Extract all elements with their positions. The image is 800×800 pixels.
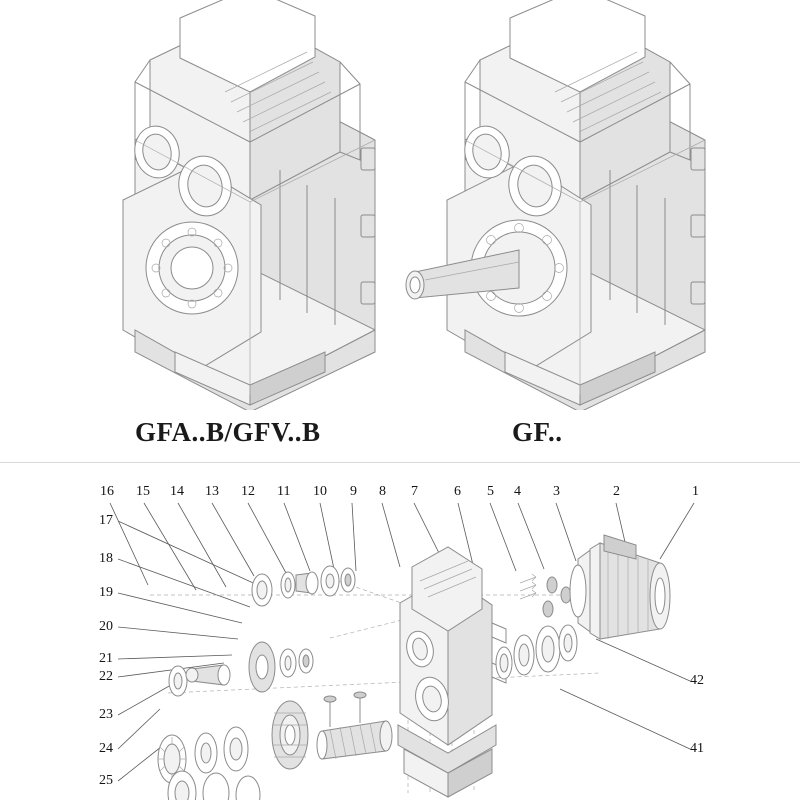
callout-24: 24 [99, 741, 113, 756]
callout-19: 19 [99, 585, 113, 600]
exploded-drawing [0, 463, 800, 800]
callout-22: 22 [99, 669, 113, 684]
callout-2: 2 [613, 484, 620, 499]
label-gearbox-left: GFA..B/GFV..B [135, 417, 321, 447]
label-gearbox-right: GF.. [512, 417, 563, 447]
callout-1: 1 [692, 484, 699, 499]
callout-13: 13 [205, 484, 219, 499]
callout-20: 20 [99, 619, 113, 634]
callout-17: 17 [99, 513, 113, 528]
callout-23: 23 [99, 707, 113, 722]
exploded-parts-diagram [0, 463, 800, 800]
callout-18: 18 [99, 551, 113, 566]
callout-42: 42 [690, 673, 704, 688]
callout-15: 15 [136, 484, 150, 499]
callout-5: 5 [487, 484, 494, 499]
callout-11: 11 [277, 484, 291, 499]
callout-25: 25 [99, 773, 113, 788]
callout-7: 7 [411, 484, 418, 499]
callout-4: 4 [514, 484, 521, 499]
callout-3: 3 [553, 484, 560, 499]
callout-8: 8 [379, 484, 386, 499]
gearbox-right-drawing [395, 0, 795, 410]
callout-9: 9 [350, 484, 357, 499]
callout-14: 14 [170, 484, 184, 499]
callout-10: 10 [313, 484, 327, 499]
callout-12: 12 [241, 484, 255, 499]
callout-41: 41 [690, 741, 704, 756]
callout-6: 6 [454, 484, 461, 499]
callout-16: 16 [100, 484, 114, 499]
callout-21: 21 [99, 651, 113, 666]
